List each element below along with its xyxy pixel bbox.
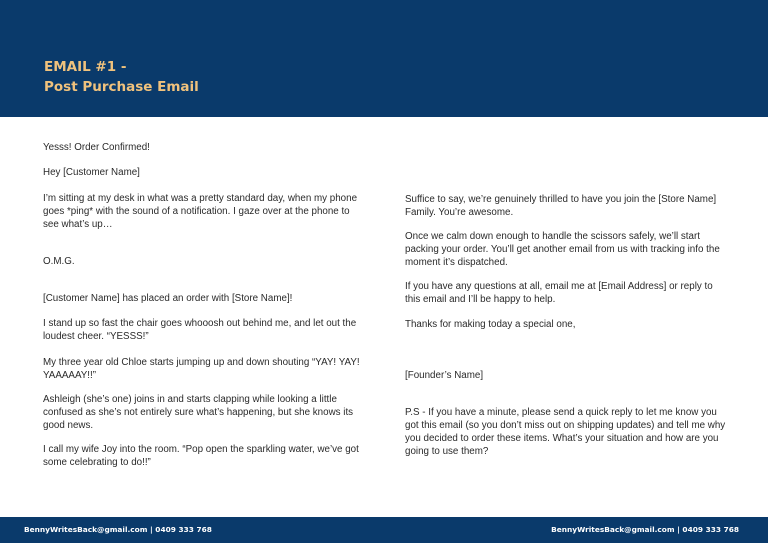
- paragraph: O.M.G.: [43, 256, 75, 267]
- email-title: [44, 57, 199, 97]
- postscript: P.S - If you have a minute, please send a quick reply to let me know you got this email (so you don’t miss out on shipping updates) and tell me why you decided to order these items. What’s your situation and how are you going to use them?: [405, 407, 726, 457]
- footer-bar: [0, 517, 768, 543]
- paragraph: I call my wife Joy into the room. “Pop open the sparkling water, we’ve got some celebrating to do!!”: [43, 444, 359, 468]
- header-banner: [0, 0, 768, 117]
- paragraph: I’m sitting at my desk in what was a pretty standard day, when my phone goes *ping* with the sound of a notification. I gaze over at the phone to see what’s up…: [43, 193, 358, 230]
- paragraph: Ashleigh (she’s one) joins in and starts clapping while looking a little confused as she’s not entirely sure what’s happening, but she knows its good news.: [43, 394, 354, 431]
- paragraph: My three year old Chloe starts jumping up and down shouting “YAY! YAY! YAAAAAY!!”: [43, 357, 360, 381]
- signature-name: [Founder’s Name]: [405, 370, 484, 381]
- paragraph: If you have any questions at all, email me at [Email Address] or reply to this email and I’ll be happy to help.: [405, 281, 713, 305]
- paragraph: [Customer Name] has placed an order with [Store Name]!: [43, 293, 293, 304]
- title-line-1: EMAIL #1 -: [44, 59, 127, 75]
- paragraph: Suffice to say, we’re genuinely thrilled to have you join the [Store Name] Family. You’re awesome.: [405, 194, 717, 218]
- paragraph: I stand up so fast the chair goes whooosh out behind me, and let out the loudest cheer. “YESSS!”: [43, 318, 357, 342]
- footer-contact-left: BennyWritesBack@gmail.com | 0409 333 768: [24, 525, 212, 534]
- footer-contact-right: BennyWritesBack@gmail.com | 0409 333 768: [551, 525, 739, 534]
- greeting: Hey [Customer Name]: [43, 167, 140, 178]
- title-line-2: Post Purchase Email: [44, 79, 199, 95]
- paragraph: Thanks for making today a special one,: [405, 319, 576, 330]
- paragraph: Once we calm down enough to handle the scissors safely, we’ll start packing your order. You’ll get another email from us with tracking info the moment it’s dispatched.: [405, 231, 720, 268]
- email-subject: Yesss! Order Confirmed!: [43, 142, 150, 153]
